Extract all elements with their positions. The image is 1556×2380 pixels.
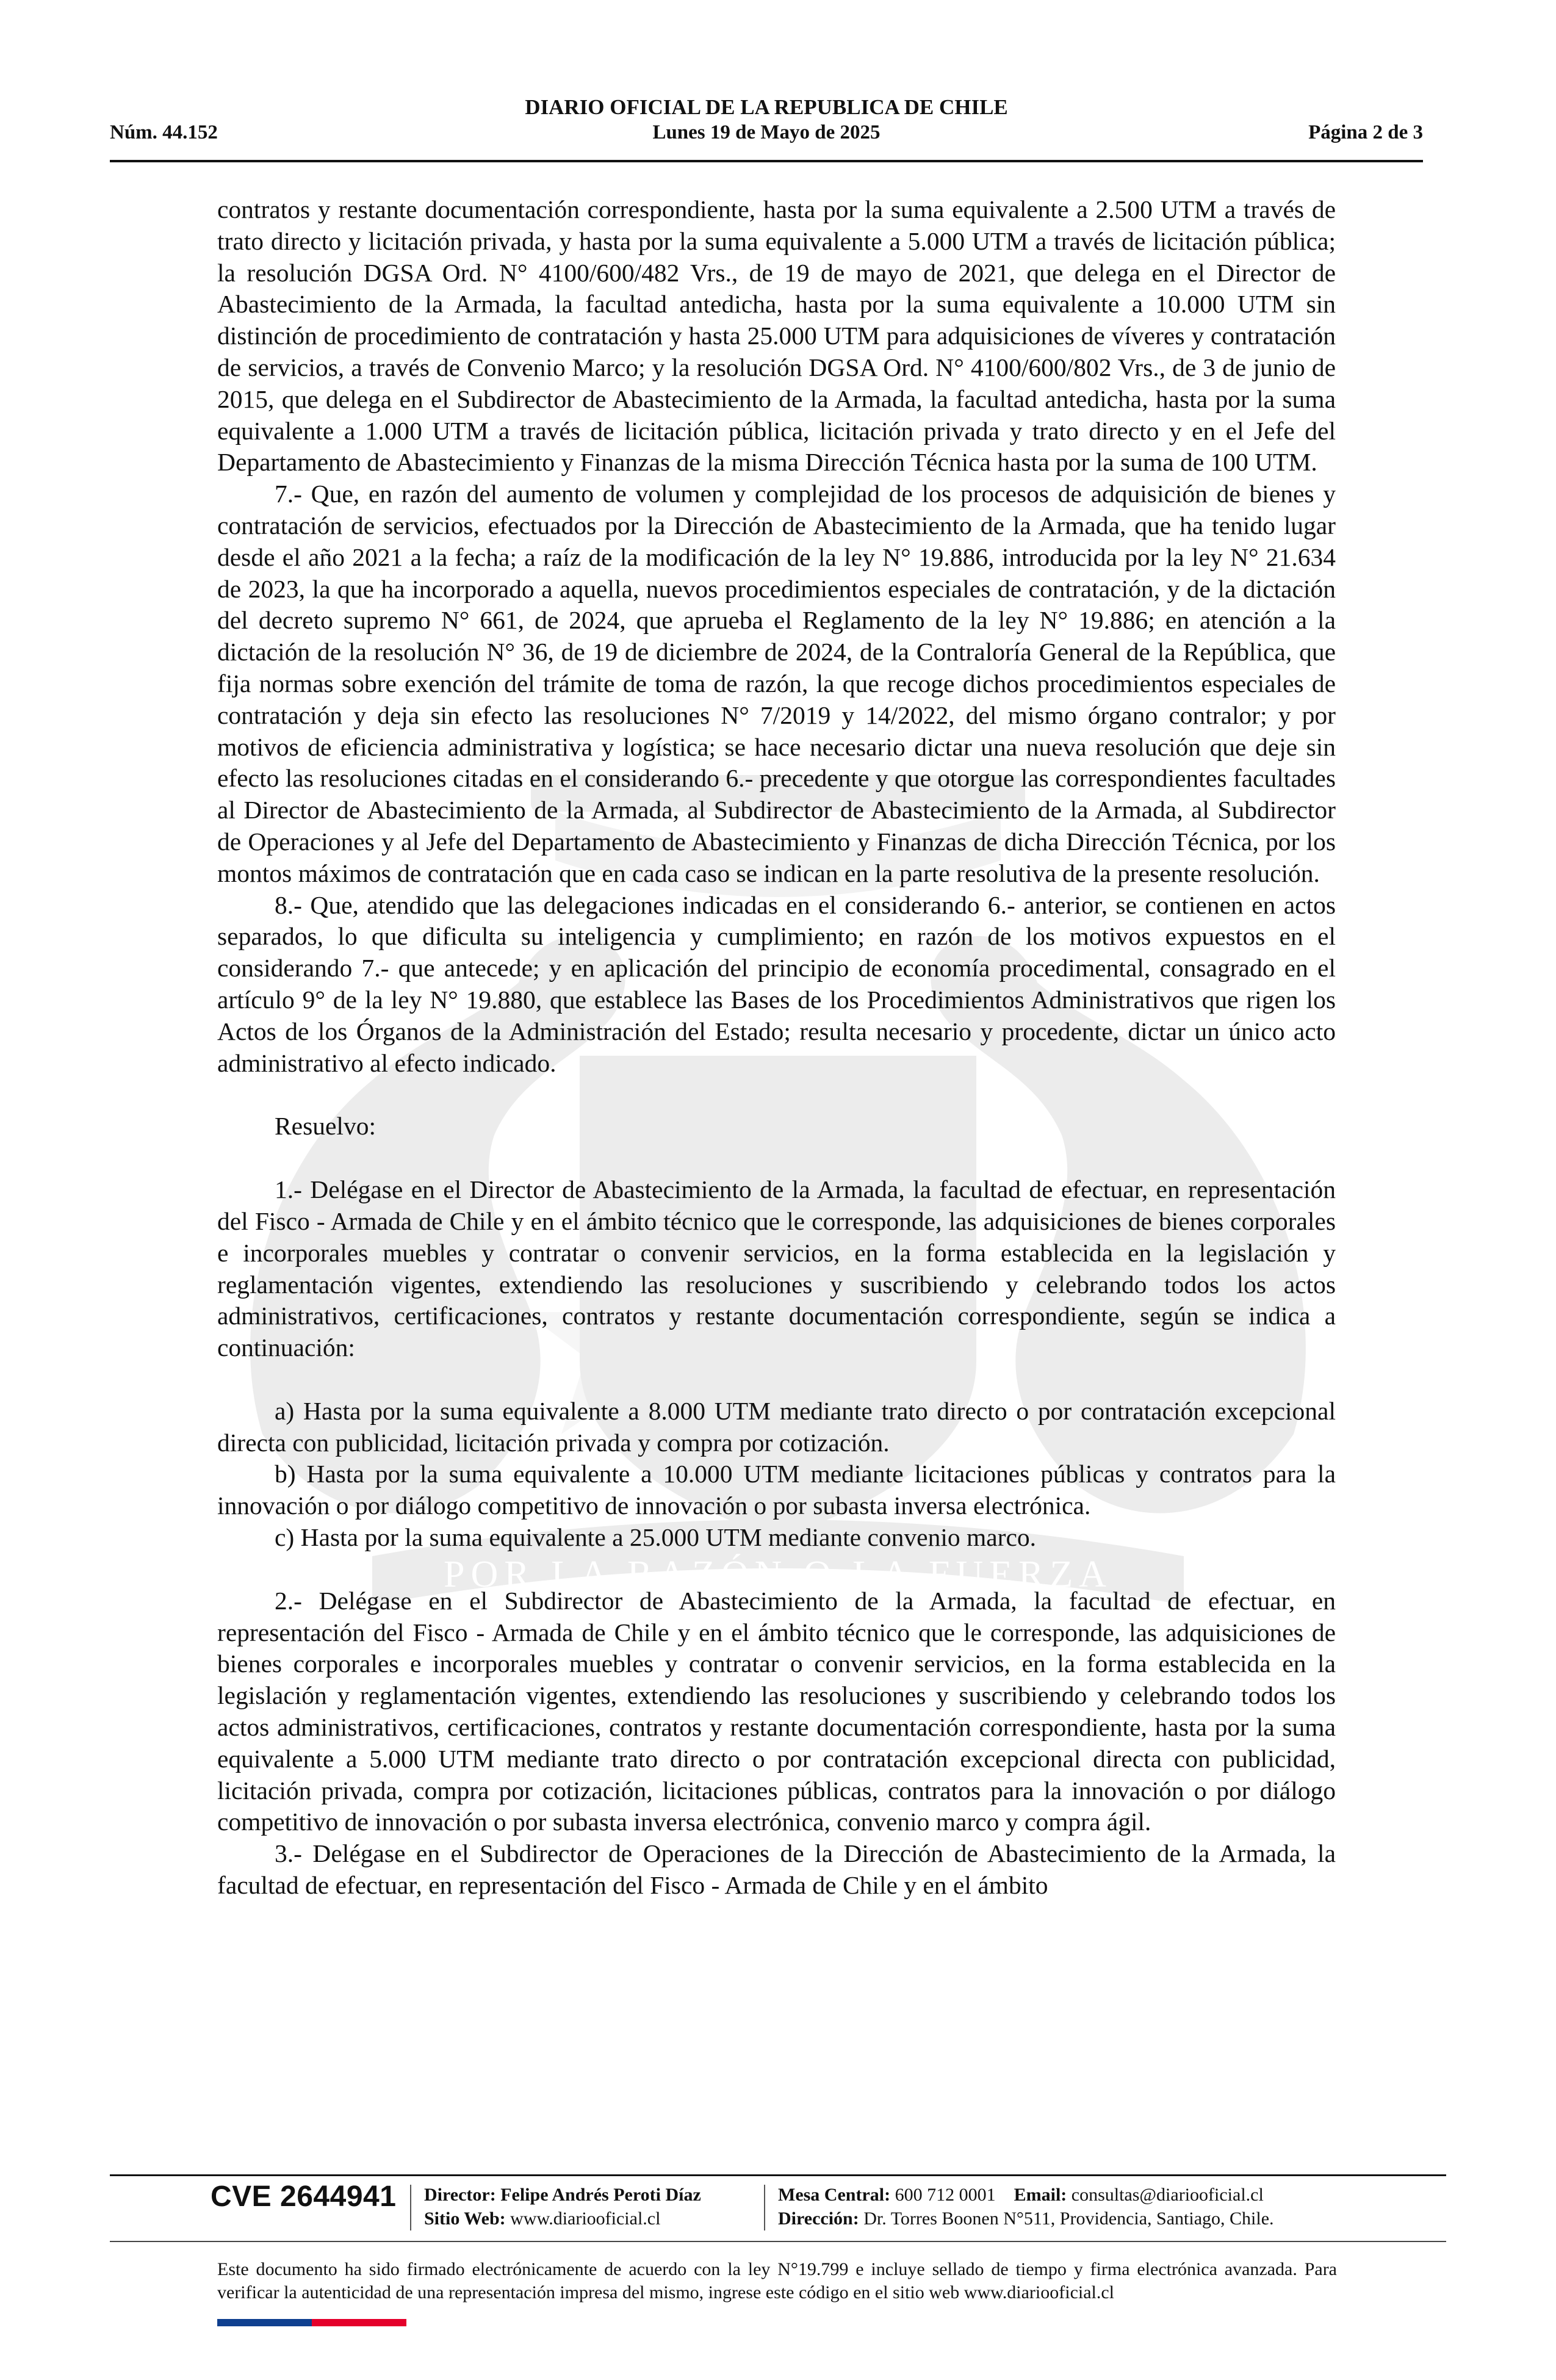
electronic-signature-disclaimer: Este documento ha sido firmado electrónicamente de acuerdo con la ley N°19.799 e incluye sellado de tiempo y firma electrónica avanzada. Para verificar la autenticidad de una representación impresa del mismo, ingrese este código en el sitio web www.diariooficial.cl	[217, 2259, 1337, 2302]
chile-flag-stripe	[217, 2319, 406, 2326]
paragraph-resuelvo-1b: b) Hasta por la suma equivalente a 10.000 UTM mediante licitaciones públicas y contratos para la innovación o por diálogo competitivo de innovación o por subasta inversa electrónica.	[217, 1460, 1336, 1520]
page-number: Página 2 de 3	[1308, 121, 1423, 143]
email-link[interactable]: consultas@diariooficial.cl	[1071, 2185, 1264, 2205]
paragraph-resuelvo-1a: a) Hasta por la suma equivalente a 8.000 UTM mediante trato directo o por contratación excepcional directa con publicidad, licitación privada y compra por cotización.	[217, 1396, 1336, 1457]
issue-date: Lunes 19 de Mayo de 2025	[652, 121, 881, 143]
director-name: Felipe Andrés Peroti Díaz	[500, 2185, 701, 2205]
footer-divider	[410, 2185, 411, 2230]
paragraph-considerando-8: 8.- Que, atendido que las delegaciones indicadas en el considerando 6.- anterior, se contienen en actos separados, lo que dificulta su inteligencia y cumplimiento; en razón de los motivos expuestos en el considerando 7.- que antecede; y en aplicación del principio de economía procedimental, consagrado en el artículo 9° de la ley N° 19.880, que establece las Bases de los Procedimientos Administrativos que rigen los Actos de los Órganos de la Administración del Estado; resulta necesario y procedente, dictar un único acto administrativo al efecto indicado.	[217, 890, 1336, 1077]
web-link[interactable]: www.diariooficial.cl	[510, 2209, 661, 2229]
paragraph-resuelvo-1c: c) Hasta por la suma equivalente a 25.000 UTM mediante convenio marco.	[275, 1523, 1037, 1552]
email-label: Email:	[1014, 2185, 1067, 2205]
resuelvo-heading: Resuelvo:	[275, 1112, 376, 1141]
flag-red-segment	[312, 2319, 406, 2326]
paragraph-continuation: contratos y restante documentación correspondiente, hasta por la suma equivalente a 2.500 UTM a través de trato directo y licitación privada, y hasta por la suma equivalente a 5.000 UTM a través de licitación pública; la resolución DGSA Ord. N° 4100/600/482 Vrs., de 19 de mayo de 2021, que delega en el Director de Abastecimiento de la Armada, la facultad antedicha, hasta por la suma equivalente a 10.000 UTM sin distinción de procedimiento de contratación y hasta 25.000 UTM para adquisiciones de víveres y contratación de servicios, a través de Convenio Marco; y la resolución DGSA Ord. N° 4100/600/802 Vrs., de 3 de junio de 2015, que delega en el Subdirector de Abastecimiento de la Armada, la facultad antedicha, hasta por la suma equivalente a 1.000 UTM a través de licitación pública, licitación privada y trato directo y en el Jefe del Departamento de Abastecimiento y Finanzas de la misma Dirección Técnica hasta por la suma de 100 UTM.	[217, 195, 1336, 477]
address-value: Dr. Torres Boonen N°511, Providencia, Santiago, Chile.	[863, 2209, 1274, 2229]
publication-title: DIARIO OFICIAL DE LA REPUBLICA DE CHILE	[525, 95, 1008, 119]
address-label: Dirección:	[778, 2209, 859, 2229]
web-label: Sitio Web:	[424, 2209, 506, 2229]
director-label: Director:	[424, 2185, 496, 2205]
footer-contact-block	[778, 2183, 1274, 2230]
document-body	[217, 194, 1336, 1902]
footer-top-rule	[110, 2174, 1446, 2176]
paragraph-resuelvo-1: 1.- Delégase en el Director de Abastecimiento de la Armada, la facultad de efectuar, en representación del Fisco - Armada de Chile y en el ámbito técnico que le corresponde, las adquisiciones de bienes corporales e incorporales muebles y contratar o convenir servicios, en la forma establecida en la legislación y reglamentación vigentes, extendiendo las resoluciones y suscribiendo y celebrando todos los actos administrativos, certificaciones, contratos y restante documentación correspondiente, según se indica a continuación:	[217, 1175, 1336, 1362]
flag-blue-segment	[217, 2319, 312, 2326]
cve-code: CVE 2644941	[211, 2180, 397, 2213]
footer-divider	[764, 2185, 765, 2230]
paragraph-resuelvo-3: 3.- Delégase en el Subdirector de Operaciones de la Dirección de Abastecimiento de la Armada, la facultad de efectuar, en representación del Fisco - Armada de Chile y en el ámbito	[217, 1839, 1336, 1900]
mesa-phone: 600 712 0001	[895, 2185, 996, 2205]
footer-director-block	[424, 2183, 701, 2230]
watermark-motto: POR LA RAZÓN O LA FUERZA	[443, 1554, 1113, 1595]
paragraph-considerando-7: 7.- Que, en razón del aumento de volumen y complejidad de los procesos de adquisición de bienes y contratación de servicios, efectuados por la Dirección de Abastecimiento de la Armada, que ha tenido lugar desde el año 2021 a la fecha; a raíz de la modificación de la ley N° 19.886, introducida por la ley N° 21.634 de 2023, la que ha incorporado a aquella, nuevos procedimientos especiales de contratación, y de la dictación del decreto supremo N° 661, de 2024, que aprueba el Reglamento de la ley N° 19.886; en atención a la dictación de la resolución N° 36, de 19 de diciembre de 2024, de la Contraloría General de la República, que fija normas sobre exención del trámite de toma de razón, la que recoge dichos procedimientos especiales de contratación y deja sin efecto las resoluciones N° 7/2019 y 14/2022, del mismo órgano contralor; y por motivos de eficiencia administrativa y logística; se hace necesario dictar una nueva resolución que deje sin efecto las resoluciones citadas en el considerando 6.- precedente y que otorgue las correspondientes facultades al Director de Abastecimiento de la Armada, al Subdirector de Abastecimiento de la Armada, al Subdirector de Operaciones y al Jefe del Departamento de Abastecimiento y Finanzas de dicha Dirección Técnica, por los montos máximos de contratación que en cada caso se indican en la parte resolutiva de la presente resolución.	[217, 480, 1336, 887]
issue-number: Núm. 44.152	[110, 121, 218, 143]
page-header	[110, 93, 1423, 162]
mesa-label: Mesa Central:	[778, 2185, 891, 2205]
paragraph-resuelvo-2: 2.- Delégase en el Subdirector de Abastecimiento de la Armada, la facultad de efectuar, en representación del Fisco - Armada de Chile y en el ámbito técnico que le corresponde, las adquisiciones de bienes corporales e incorporales muebles y contratar o convenir servicios, en la forma establecida en la legislación y reglamentación vigentes, extendiendo las resoluciones y suscribiendo y celebrando todos los actos administrativos, certificaciones, contratos y restante documentación correspondiente, hasta por la suma equivalente a 5.000 UTM mediante trato directo o por contratación excepcional directa con publicidad, licitación privada, compra por cotización, licitaciones públicas, contratos para la innovación o por diálogo competitivo de innovación o por subasta inversa electrónica, convenio marco y compra ágil.	[217, 1586, 1336, 1836]
footer-bottom-rule	[110, 2241, 1446, 2242]
